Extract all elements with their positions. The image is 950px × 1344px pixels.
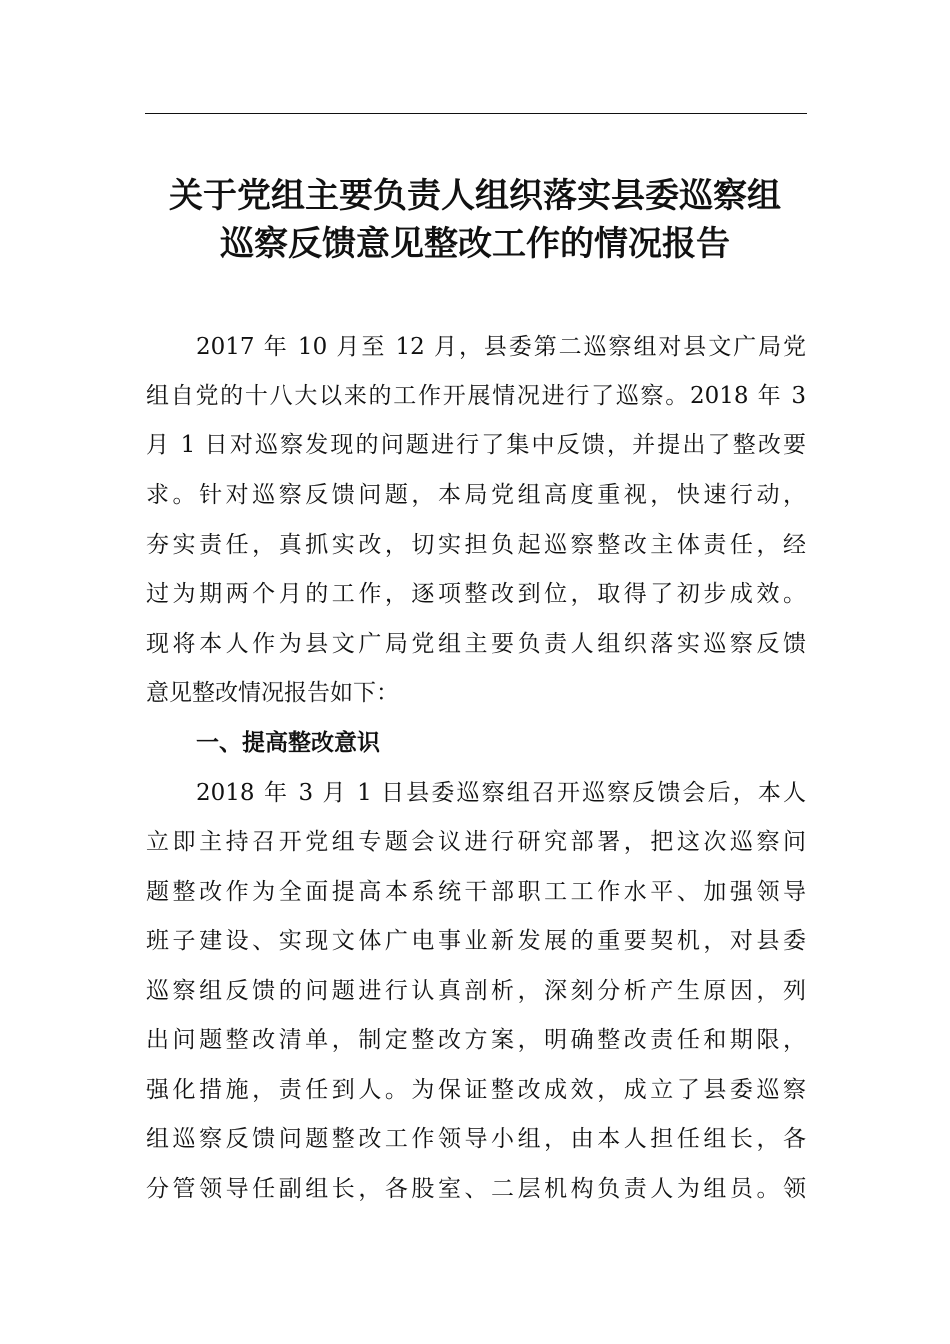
paragraph-2-line: 题整改作为全面提高本系统干部职工工作水平、加强领导 — [146, 879, 806, 905]
paragraph-2-line: 立即主持召开党组专题会议进行研究部署，把这次巡察问 — [146, 829, 806, 855]
document-title-line-1: 关于党组主要负责人组织落实县委巡察组 — [169, 176, 781, 216]
paragraph-1-line: 2017 年 10 月至 12 月，县委第二巡察组对县文广局党 — [196, 334, 806, 360]
section-1-heading: 一、提高整改意识 — [196, 730, 380, 756]
paragraph-2-line: 巡察组反馈的问题进行认真剖析，深刻分析产生原因，列 — [146, 978, 806, 1004]
paragraph-1-line: 过为期两个月的工作，逐项整改到位，取得了初步成效。 — [146, 581, 806, 607]
paragraph-2-line: 出问题整改清单，制定整改方案，明确整改责任和期限， — [146, 1027, 806, 1053]
paragraph-1-line: 意见整改情况报告如下： — [146, 680, 399, 706]
paragraph-2-line: 班子建设、实现文体广电事业新发展的重要契机，对县委 — [146, 928, 806, 954]
paragraph-2-line: 强化措施，责任到人。为保证整改成效，成立了县委巡察 — [146, 1077, 806, 1103]
document-title-line-2: 巡察反馈意见整改工作的情况报告 — [220, 224, 730, 264]
paragraph-1-line: 月 1 日对巡察发现的问题进行了集中反馈，并提出了整改要 — [146, 432, 806, 458]
paragraph-1-line: 组自党的十八大以来的工作开展情况进行了巡察。2018 年 3 — [146, 383, 806, 409]
paragraph-1-line: 求。针对巡察反馈问题，本局党组高度重视，快速行动， — [146, 482, 806, 508]
paragraph-1-line: 夯实责任，真抓实改，切实担负起巡察整改主体责任，经 — [146, 532, 806, 558]
paragraph-2-line: 组巡察反馈问题整改工作领导小组，由本人担任组长，各 — [146, 1126, 806, 1152]
header-rule — [145, 113, 807, 114]
paragraph-2-line: 分管领导任副组长，各股室、二层机构负责人为组员。领 — [146, 1176, 806, 1202]
paragraph-1-line: 现将本人作为县文广局党组主要负责人组织落实巡察反馈 — [146, 631, 806, 657]
paragraph-2-line: 2018 年 3 月 1 日县委巡察组召开巡察反馈会后，本人 — [196, 780, 806, 806]
